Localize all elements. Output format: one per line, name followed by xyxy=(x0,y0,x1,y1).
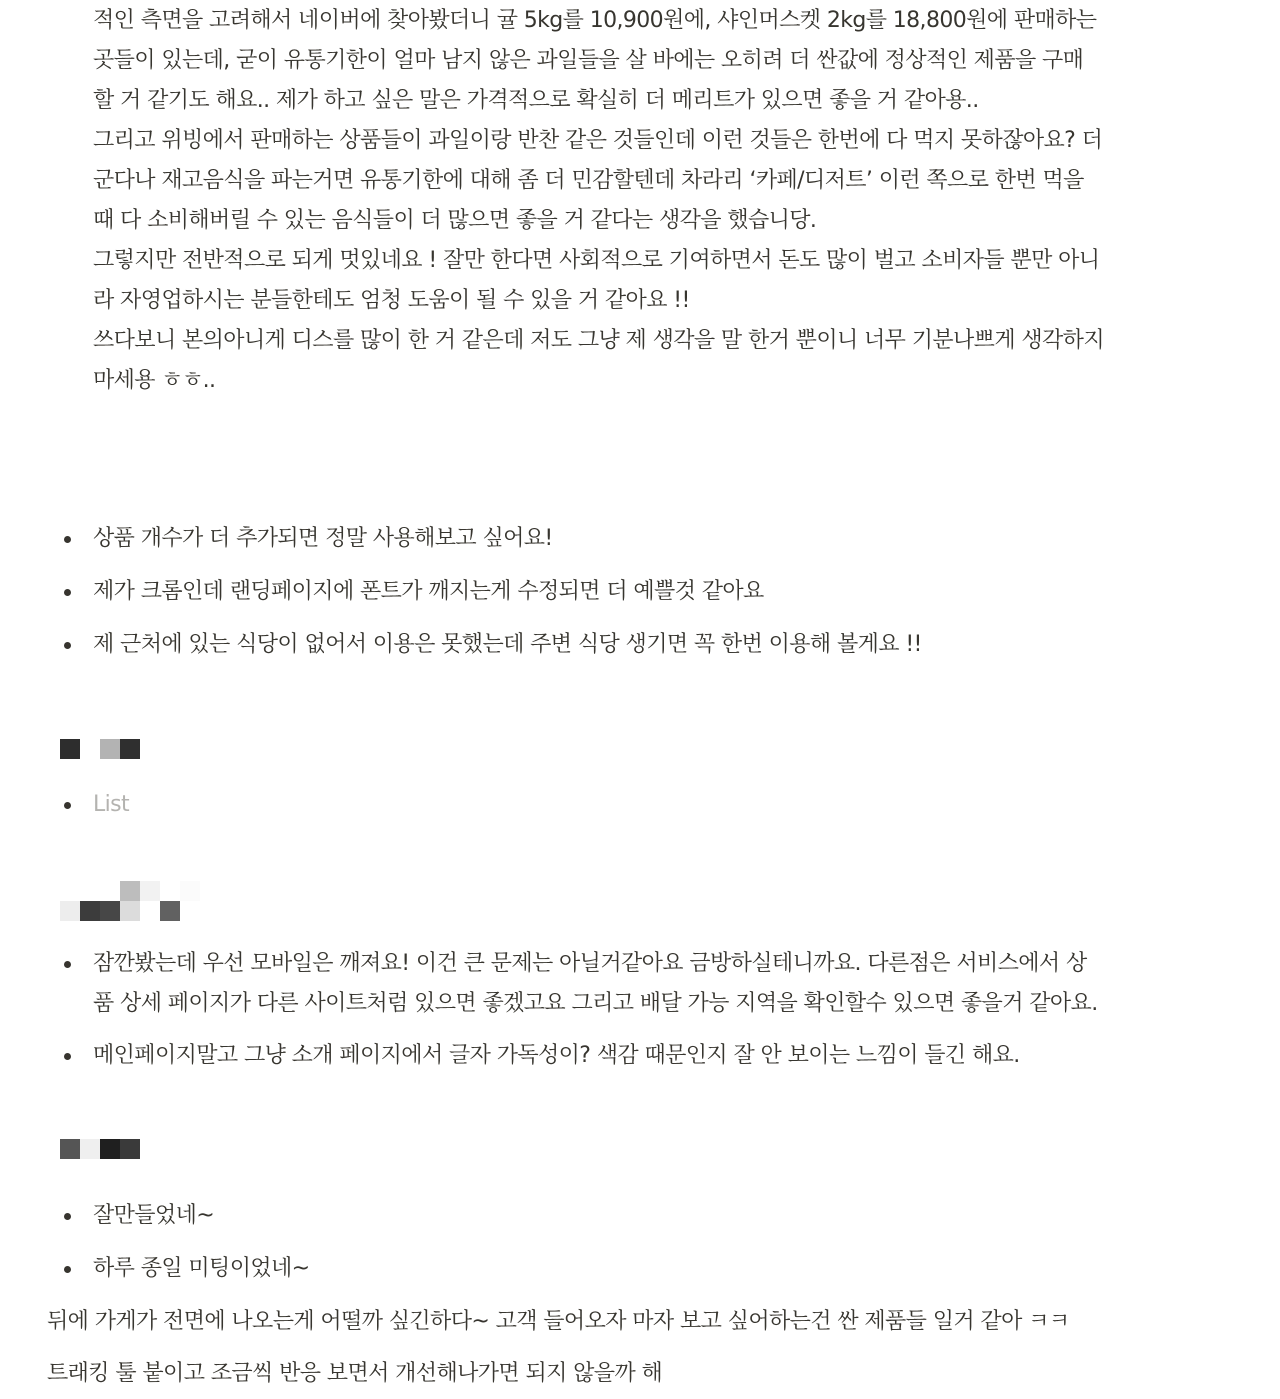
intro-paragraph xyxy=(93,1,1228,401)
list-item-text: 제 근처에 있는 식당이 없어서 이용은 못했는데 주변 식당 생기면 꼭 한번 이용해 볼게요 !! xyxy=(93,632,922,657)
paragraph-line: 곳들이 있는데, 굳이 유통기한이 얼마 남지 않은 과일들을 살 바에는 오히려 더 싼값에 정상적인 제품을 구매 xyxy=(93,48,1084,73)
list-item-text: 상품 개수가 더 추가되면 정말 사용해보고 싶어요! xyxy=(93,526,553,551)
list-item-placeholder[interactable] xyxy=(93,785,1228,825)
redacted-name xyxy=(60,1139,140,1159)
list-item-text: 제가 크롬인데 랜딩페이지에 폰트가 깨지는게 수정되면 더 예쁠것 같아요 xyxy=(93,579,764,604)
redacted-name xyxy=(60,739,140,759)
list-item-text: 잘만들었네~ xyxy=(93,1203,215,1228)
list-item[interactable] xyxy=(93,572,1228,612)
list-item[interactable] xyxy=(93,625,1228,665)
list-item-text: 메인페이지말고 그냥 소개 페이지에서 글자 가독성이? 색감 때문인지 잘 안 보이는 느낌이 들긴 해요. xyxy=(93,1043,1020,1068)
paragraph-line: 라 자영업하시는 분들한테도 엄청 도움이 될 수 있을 거 같아요 !! xyxy=(93,288,690,313)
paragraph-line: 마세용 ㅎㅎ.. xyxy=(93,368,216,393)
list-item[interactable] xyxy=(93,1036,1228,1076)
paragraph-line: 적인 측면을 고려해서 네이버에 찾아봤더니 귤 5kg를 10,900원에, 샤인머스켓 2kg를 18,800원에 판매하는 xyxy=(93,8,1097,33)
list-item[interactable] xyxy=(93,1196,1228,1236)
paragraph-line: 때 다 소비해버릴 수 있는 음식들이 더 많으면 좋을 거 같다는 생각을 했습니당. xyxy=(93,208,817,233)
paragraph-line: 할 거 같기도 해요.. 제가 하고 싶은 말은 가격적으로 확실히 더 메리트가 있으면 좋을 거 같아용.. xyxy=(93,88,979,113)
list-item-text: List xyxy=(93,792,130,817)
paragraph-line: 그리고 위빙에서 판매하는 상품들이 과일이랑 반찬 같은 것들인데 이런 것들은 한번에 다 먹지 못하잖아요? 더 xyxy=(93,128,1103,153)
list-item-text: 품 상세 페이지가 다른 사이트처럼 있으면 좋겠고요 그리고 배달 가능 지역을 확인할수 있으면 좋을거 같아요. xyxy=(93,991,1098,1016)
list-item[interactable] xyxy=(93,519,1228,559)
paragraph-line: 쓰다보니 본의아니게 디스를 많이 한 거 같은데 저도 그냥 제 생각을 말 한거 뿐이니 너무 기분나쁘게 생각하지 xyxy=(93,328,1104,353)
list-item[interactable] xyxy=(93,944,1228,1024)
paragraph-line: 군다나 재고음식을 파는거면 유통기한에 대해 좀 더 민감할텐데 차라리 ‘카페/디저트’ 이런 쪽으로 한번 먹을 xyxy=(93,168,1084,193)
list-item[interactable] xyxy=(93,1249,1228,1289)
list-item-text: 하루 종일 미팅이었네~ xyxy=(93,1256,310,1281)
paragraph-line: 그렇지만 전반적으로 되게 멋있네요 ! 잘만 한다면 사회적으로 기여하면서 돈도 많이 벌고 소비자들 뿐만 아니 xyxy=(93,248,1100,273)
redacted-name xyxy=(60,881,200,921)
plain-text-line: 트래킹 툴 붙이고 조금씩 반응 보면서 개선해나가면 되지 않을까 해 xyxy=(47,1361,663,1386)
list-item-text: 잠깐봤는데 우선 모바일은 깨져요! 이건 큰 문제는 아닐거같아요 금방하실테니까요. 다른점은 서비스에서 상 xyxy=(93,951,1087,976)
plain-text-line: 뒤에 가게가 전면에 나오는게 어떨까 싶긴하다~ 고객 들어오자 마자 보고 싶어하는건 싼 제품들 일거 같아 ㅋㅋ xyxy=(47,1309,1070,1334)
